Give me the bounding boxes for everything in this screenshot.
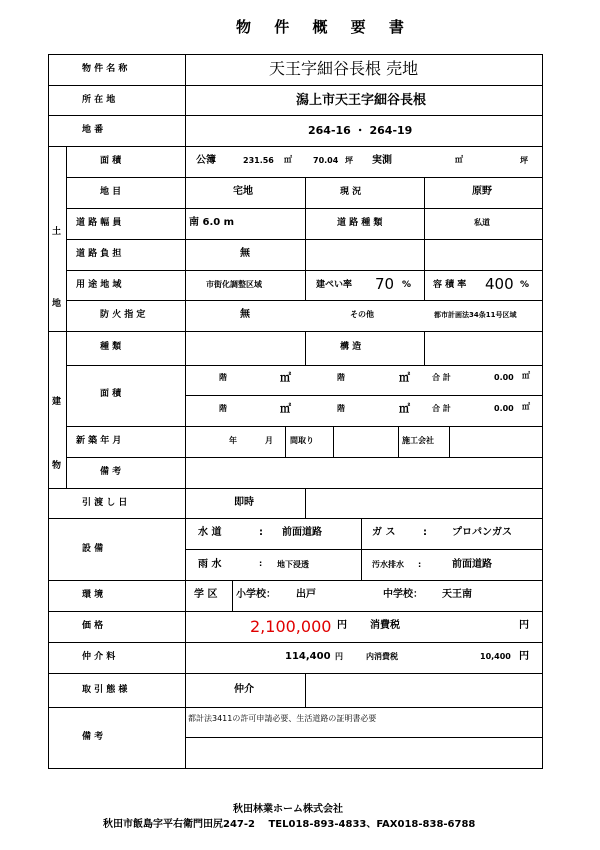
water-label: 水 道 bbox=[198, 527, 222, 538]
elementary-value: 出戸 bbox=[296, 589, 316, 600]
footer-address: 秋田市飯島字平右衛門田尻247-2 TEL018-893-4833、FAX018-838-6788 bbox=[103, 819, 476, 830]
year-label: 年 bbox=[229, 436, 237, 445]
total-unit-2: ㎡ bbox=[522, 402, 530, 411]
rain-colon: : bbox=[259, 559, 263, 568]
brokerage-tax-label: 内消費税 bbox=[366, 652, 398, 661]
far-pct: % bbox=[520, 280, 530, 290]
brokerage-yen: 円 bbox=[335, 652, 343, 661]
rain-value: 地下浸透 bbox=[277, 560, 309, 569]
sqm-unit-3: ㎡ bbox=[280, 402, 291, 415]
bcr-pct: % bbox=[402, 280, 412, 290]
label-land-category: 地 目 bbox=[100, 187, 122, 197]
price-amount: 2,100,000 bbox=[250, 617, 332, 636]
label-structure: 構 造 bbox=[340, 342, 362, 352]
bcr-value: 70 bbox=[375, 275, 395, 293]
location-value: 潟上市天王字細谷長根 bbox=[296, 93, 427, 108]
label-location: 所 在 地 bbox=[82, 95, 116, 105]
label-brokerage: 仲 介 料 bbox=[82, 652, 116, 662]
page-title: 物 件 概 要 書 bbox=[236, 18, 413, 36]
label-property-name: 物 件 名 称 bbox=[82, 64, 128, 74]
brokerage-amount: 114,400 bbox=[285, 651, 331, 662]
land-actual-label: 実測 bbox=[372, 155, 392, 166]
land-group-label bbox=[52, 196, 62, 340]
land-actual-tsubo-unit: 坪 bbox=[520, 156, 528, 165]
transaction-value: 仲介 bbox=[234, 684, 254, 695]
label-road-burden: 道 路 負 担 bbox=[76, 249, 122, 259]
land-actual-sqm-unit: ㎡ bbox=[455, 155, 463, 164]
label-use-zone: 用 途 地 域 bbox=[76, 280, 122, 290]
price-yen: 円 bbox=[337, 620, 347, 631]
floor-label-1: 階 bbox=[219, 373, 227, 382]
floor-label-2: 階 bbox=[337, 373, 345, 382]
sqm-unit-2: ㎡ bbox=[399, 371, 410, 384]
remarks-value: 都計法3411の許可申請必要、生活道路の証明書必要 bbox=[188, 714, 377, 723]
junior-label: 中学校： bbox=[383, 589, 423, 600]
label-road-type: 道 路 種 類 bbox=[337, 218, 383, 228]
label-road-width: 道 路 幅 員 bbox=[76, 218, 122, 228]
land-area-tsubo: 70.04 bbox=[313, 156, 339, 165]
label-fire-zone: 防 火 指 定 bbox=[100, 310, 146, 320]
rain-label: 雨 水 bbox=[198, 559, 222, 570]
road-type-value: 私道 bbox=[474, 218, 490, 227]
sewage-value: 前面道路 bbox=[452, 559, 492, 570]
label-handover: 引 渡 し 日 bbox=[82, 498, 128, 508]
gas-label: ガ ス bbox=[372, 527, 396, 538]
road-width-value: 南 6.0 m bbox=[189, 217, 235, 228]
junior-value: 天王南 bbox=[442, 589, 472, 600]
floor-label-3: 階 bbox=[219, 404, 227, 413]
sqm-unit-4: ㎡ bbox=[399, 402, 410, 415]
label-remarks: 備 考 bbox=[82, 732, 104, 742]
label-far: 容 積 率 bbox=[433, 280, 467, 290]
building-group-text: 建物 bbox=[52, 397, 62, 471]
label-built-date: 新 築 年 月 bbox=[76, 436, 122, 446]
total-unit-1: ㎡ bbox=[522, 371, 530, 380]
brokerage-tax-yen: 円 bbox=[519, 651, 529, 662]
land-area-public-label: 公簿 bbox=[196, 155, 216, 166]
label-building-type: 種 類 bbox=[100, 342, 122, 352]
label-current-status: 現 況 bbox=[340, 187, 362, 197]
label-environment: 環 境 bbox=[82, 590, 104, 600]
other-value: 都市計画法34条11号区域 bbox=[434, 311, 517, 319]
land-category-value: 宅地 bbox=[233, 186, 253, 197]
water-colon: : bbox=[259, 527, 263, 538]
month-label: 月 bbox=[265, 436, 273, 445]
footer-company: 秋田林業ホーム株式会社 bbox=[233, 804, 343, 815]
label-land-area: 面 積 bbox=[100, 156, 122, 166]
label-price: 価 格 bbox=[82, 621, 104, 631]
school-district-label: 学 区 bbox=[194, 589, 218, 600]
sewage-label: 汚水排水 bbox=[372, 560, 404, 569]
brokerage-tax-amount: 10,400 bbox=[480, 652, 511, 661]
total-label-1: 合 計 bbox=[432, 373, 451, 382]
property-name-value: 天王字細谷長根 売地 bbox=[269, 59, 419, 78]
sqm-unit-1: ㎡ bbox=[280, 371, 291, 384]
elementary-label: 小学校： bbox=[236, 589, 276, 600]
label-facilities: 設 備 bbox=[82, 544, 104, 554]
label-building-area: 面 積 bbox=[100, 389, 122, 399]
label-other: その他 bbox=[350, 310, 374, 319]
lot-number-value: 264-16 ・ 264-19 bbox=[308, 124, 413, 137]
gas-colon: : bbox=[423, 527, 427, 538]
layout-label: 間取り bbox=[290, 436, 314, 445]
gas-value: プロパンガス bbox=[452, 527, 512, 538]
label-lot-number: 地 番 bbox=[82, 125, 104, 135]
land-area-sqm-unit: ㎡ bbox=[284, 155, 292, 164]
builder-label: 施工会社 bbox=[402, 436, 434, 445]
label-building-remarks: 備 考 bbox=[100, 467, 122, 477]
label-transaction: 取 引 態 様 bbox=[82, 685, 128, 695]
total-value-2: 0.00 bbox=[494, 404, 514, 413]
total-value-1: 0.00 bbox=[494, 373, 514, 382]
sewage-colon: : bbox=[418, 560, 422, 569]
land-group-text: 土地 bbox=[52, 227, 62, 309]
road-burden-value: 無 bbox=[240, 248, 250, 259]
tax-yen: 円 bbox=[519, 620, 529, 631]
tax-label: 消費税 bbox=[370, 620, 400, 631]
land-area-tsubo-unit: 坪 bbox=[345, 156, 353, 165]
water-value: 前面道路 bbox=[282, 527, 322, 538]
floor-label-4: 階 bbox=[337, 404, 345, 413]
fire-zone-value: 無 bbox=[240, 309, 250, 320]
building-group-label bbox=[52, 370, 62, 498]
far-value: 400 bbox=[485, 275, 514, 293]
handover-value: 即時 bbox=[234, 497, 254, 508]
label-bcr: 建ぺい率 bbox=[316, 280, 353, 290]
current-status-value: 原野 bbox=[472, 186, 492, 197]
total-label-2: 合 計 bbox=[432, 404, 451, 413]
land-area-sqm: 231.56 bbox=[243, 156, 274, 165]
use-zone-value: 市街化調整区域 bbox=[206, 280, 262, 289]
